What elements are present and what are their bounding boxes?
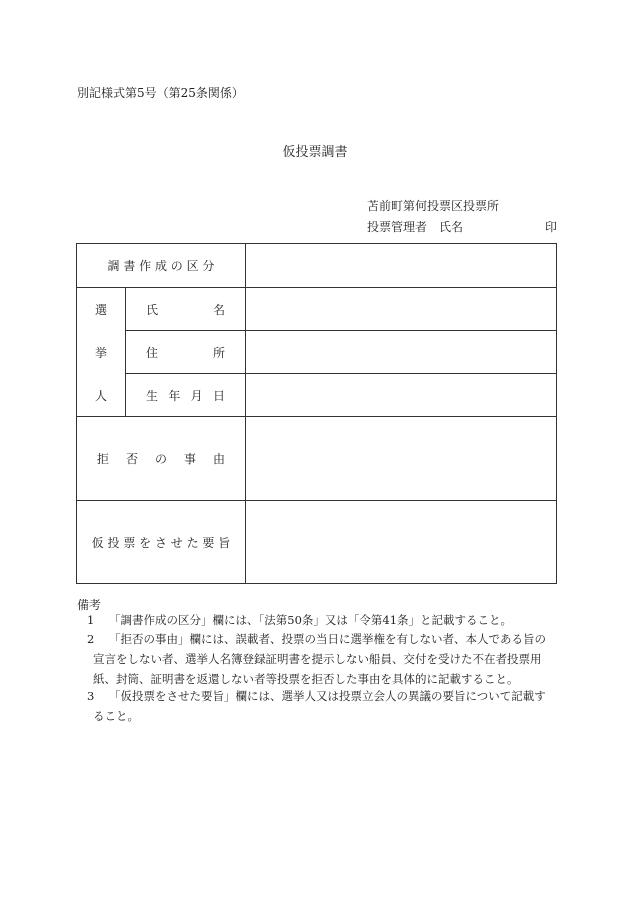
manager-name-label: 投票管理者 氏名 [367, 220, 464, 234]
voter-label-char: 人 [94, 389, 107, 403]
voter-address-value-cell[interactable] [246, 331, 556, 373]
notes-heading: 備考 [77, 598, 102, 612]
label-char: 所 [212, 345, 225, 360]
voter-birthdate-label [126, 374, 245, 416]
rejection-reason-label [77, 417, 245, 500]
note-text: 「拒否の事由」欄には、誤載者、投票の当日に選挙権を有しない者、本人である旨の [109, 632, 546, 646]
note-text: 「仮投票をさせた要旨」欄には、選挙人又は投票立会人の異議の要旨について記載す [109, 689, 546, 703]
note-text: 宣言をしない者、選挙人名簿登録証明書を提示しない船員、交付を受けた不在者投票用 [93, 652, 542, 666]
label-char: 事 [183, 452, 196, 466]
seal-mark: 印 [545, 220, 558, 234]
provisional-vote-summary-label: 仮 投 票 を さ せ た 要 旨 [91, 535, 231, 550]
note-item [87, 610, 559, 630]
note-number: 2 [87, 632, 95, 646]
polling-station-name: 苫前町第何投票区投票所 [367, 199, 500, 213]
voter-address-label [126, 331, 245, 373]
category-value-cell[interactable] [246, 244, 556, 287]
label-char: 生 [146, 388, 159, 403]
note-item [87, 686, 559, 726]
voter-name-label [126, 288, 245, 330]
note-item [87, 629, 559, 689]
label-char: 否 [125, 452, 138, 466]
voter-name-value-cell[interactable] [246, 288, 556, 330]
voter-birthdate-value-cell[interactable] [246, 374, 556, 416]
label-char: 由 [212, 452, 225, 466]
note-number: 3 [87, 689, 95, 703]
label-char: 月 [190, 388, 203, 403]
note-text: 紙、封筒、証明書を返還しない者等投票を拒否した事由を具体的に記載すること。 [93, 672, 519, 686]
label-char: の [154, 452, 167, 466]
voter-label-char: 選 [94, 303, 107, 317]
document-title: 仮投票調書 [282, 145, 348, 160]
provisional-vote-summary-value-cell[interactable] [246, 501, 556, 583]
note-text: 「調書作成の区分」欄には、「法第50条」又は「令第41条」と記載すること。 [109, 613, 513, 627]
provisional-vote-table [76, 243, 557, 584]
label-char: 名 [212, 302, 225, 317]
rejection-reason-value-cell[interactable] [246, 417, 556, 500]
note-text: ること。 [93, 709, 139, 723]
label-char: 日 [212, 388, 225, 403]
label-char: 拒 [97, 452, 110, 466]
note-number: 1 [87, 613, 95, 627]
category-label: 調 書 作 成 の 区 分 [107, 259, 215, 273]
voter-label-char: 挙 [94, 346, 107, 360]
form-number-label: 別記様式第5号（第25条関係） [77, 86, 244, 100]
label-char: 年 [168, 388, 181, 403]
label-char: 住 [146, 345, 159, 360]
label-char: 氏 [146, 302, 159, 317]
